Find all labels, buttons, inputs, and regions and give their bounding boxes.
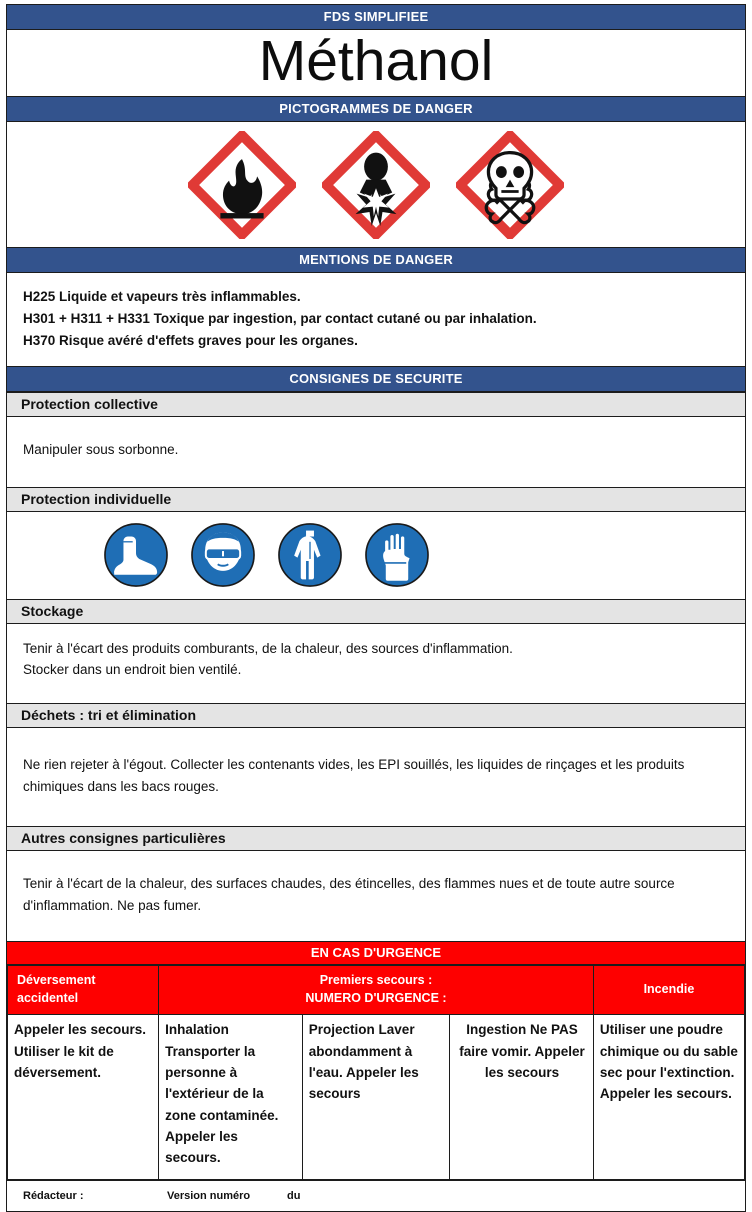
header-numero-urgence: NUMERO D'URGENCE : (305, 991, 447, 1006)
safety-shoes-icon (103, 522, 169, 588)
cell-inhalation: Inhalation Transporter la personne à l'extérieur de la zone contaminée. Appeler les secours. (159, 1015, 303, 1179)
emergency-band: EN CAS D'URGENCE (7, 941, 745, 965)
fds-document (6, 4, 746, 1212)
header-premiers-secours (159, 965, 594, 1015)
ghs02-flame-icon (188, 131, 296, 239)
ghs08-health-hazard-icon (322, 131, 430, 239)
protective-gloves-icon (364, 522, 430, 588)
footer-date-label: du (287, 1189, 301, 1202)
hazards-band: MENTIONS DE DANGER (7, 247, 745, 273)
table-header-row (8, 965, 745, 1015)
section-heading-stockage: Stockage (7, 599, 745, 624)
cell-deversement: Appeler les secours. Utiliser le kit de déversement. (8, 1015, 159, 1179)
ghs06-skull-crossbones-icon (456, 131, 564, 239)
protective-clothing-icon (277, 522, 343, 588)
section-heading-protection-collective: Protection collective (7, 392, 745, 417)
footer-editor-label: Rédacteur : (23, 1189, 84, 1202)
ppe-row (7, 512, 745, 599)
hazard-statement: H370 Risque avéré d'effets graves pour les organes. (23, 332, 358, 348)
document-type-band: FDS SIMPLIFIEE (7, 4, 745, 30)
hazard-statement: H301 + H311 + H331 Toxique par ingestion, par contact cutané ou par inhalation. (23, 310, 537, 326)
emergency-table (7, 965, 745, 1180)
header-premiers-secours-line1: Premiers secours : (319, 972, 433, 987)
hazard-statements (7, 273, 745, 366)
product-title-cell (7, 30, 745, 96)
hazard-statement: H225 Liquide et vapeurs très inflammables. (23, 289, 301, 305)
body-line: Stocker dans un endroit bien ventilé. (23, 662, 242, 678)
section-body-stockage (7, 624, 745, 704)
table-row (8, 1015, 745, 1179)
body-line: Manipuler sous sorbonne. (23, 441, 179, 457)
section-body-autres-consignes (7, 851, 745, 941)
section-body-dechets (7, 728, 745, 826)
page-title: Méthanol (258, 29, 494, 93)
section-heading-autres-consignes: Autres consignes particulières (7, 826, 745, 851)
section-heading-protection-individuelle: Protection individuelle (7, 487, 745, 512)
body-line: Tenir à l'écart de la chaleur, des surfaces chaudes, des étincelles, des flammes nues et de toute autre source d'inflammation. Ne pas fumer. (23, 876, 675, 913)
body-line: Tenir à l'écart des produits comburants, de la chaleur, des sources d'inflammation. (23, 640, 513, 656)
footer-version-label: Version numéro (167, 1189, 251, 1202)
section-heading-dechets: Déchets : tri et élimination (7, 703, 745, 728)
header-incendie: Incendie (593, 965, 744, 1015)
cell-incendie: Utiliser une poudre chimique ou du sable sec pour l'extinction. Appeler les secours. (593, 1015, 744, 1179)
pictogram-row (7, 122, 745, 247)
eye-protection-icon (190, 522, 256, 588)
pictograms-band: PICTOGRAMMES DE DANGER (7, 96, 745, 122)
cell-ingestion: Ingestion Ne PAS faire vomir. Appeler les secours (450, 1015, 594, 1179)
header-deversement-accidentel: Déversement accidentel (8, 965, 159, 1015)
safety-band: CONSIGNES DE SECURITE (7, 366, 745, 392)
footer (7, 1180, 745, 1211)
cell-projection: Projection Laver abondamment à l'eau. Appeler les secours (302, 1015, 449, 1179)
section-body-protection-collective (7, 417, 745, 487)
body-line: Ne rien rejeter à l'égout. Collecter les contenants vides, les EPI souillés, les liquides de rinçages et les produits chimiques dans les bacs rouges. (23, 757, 685, 795)
